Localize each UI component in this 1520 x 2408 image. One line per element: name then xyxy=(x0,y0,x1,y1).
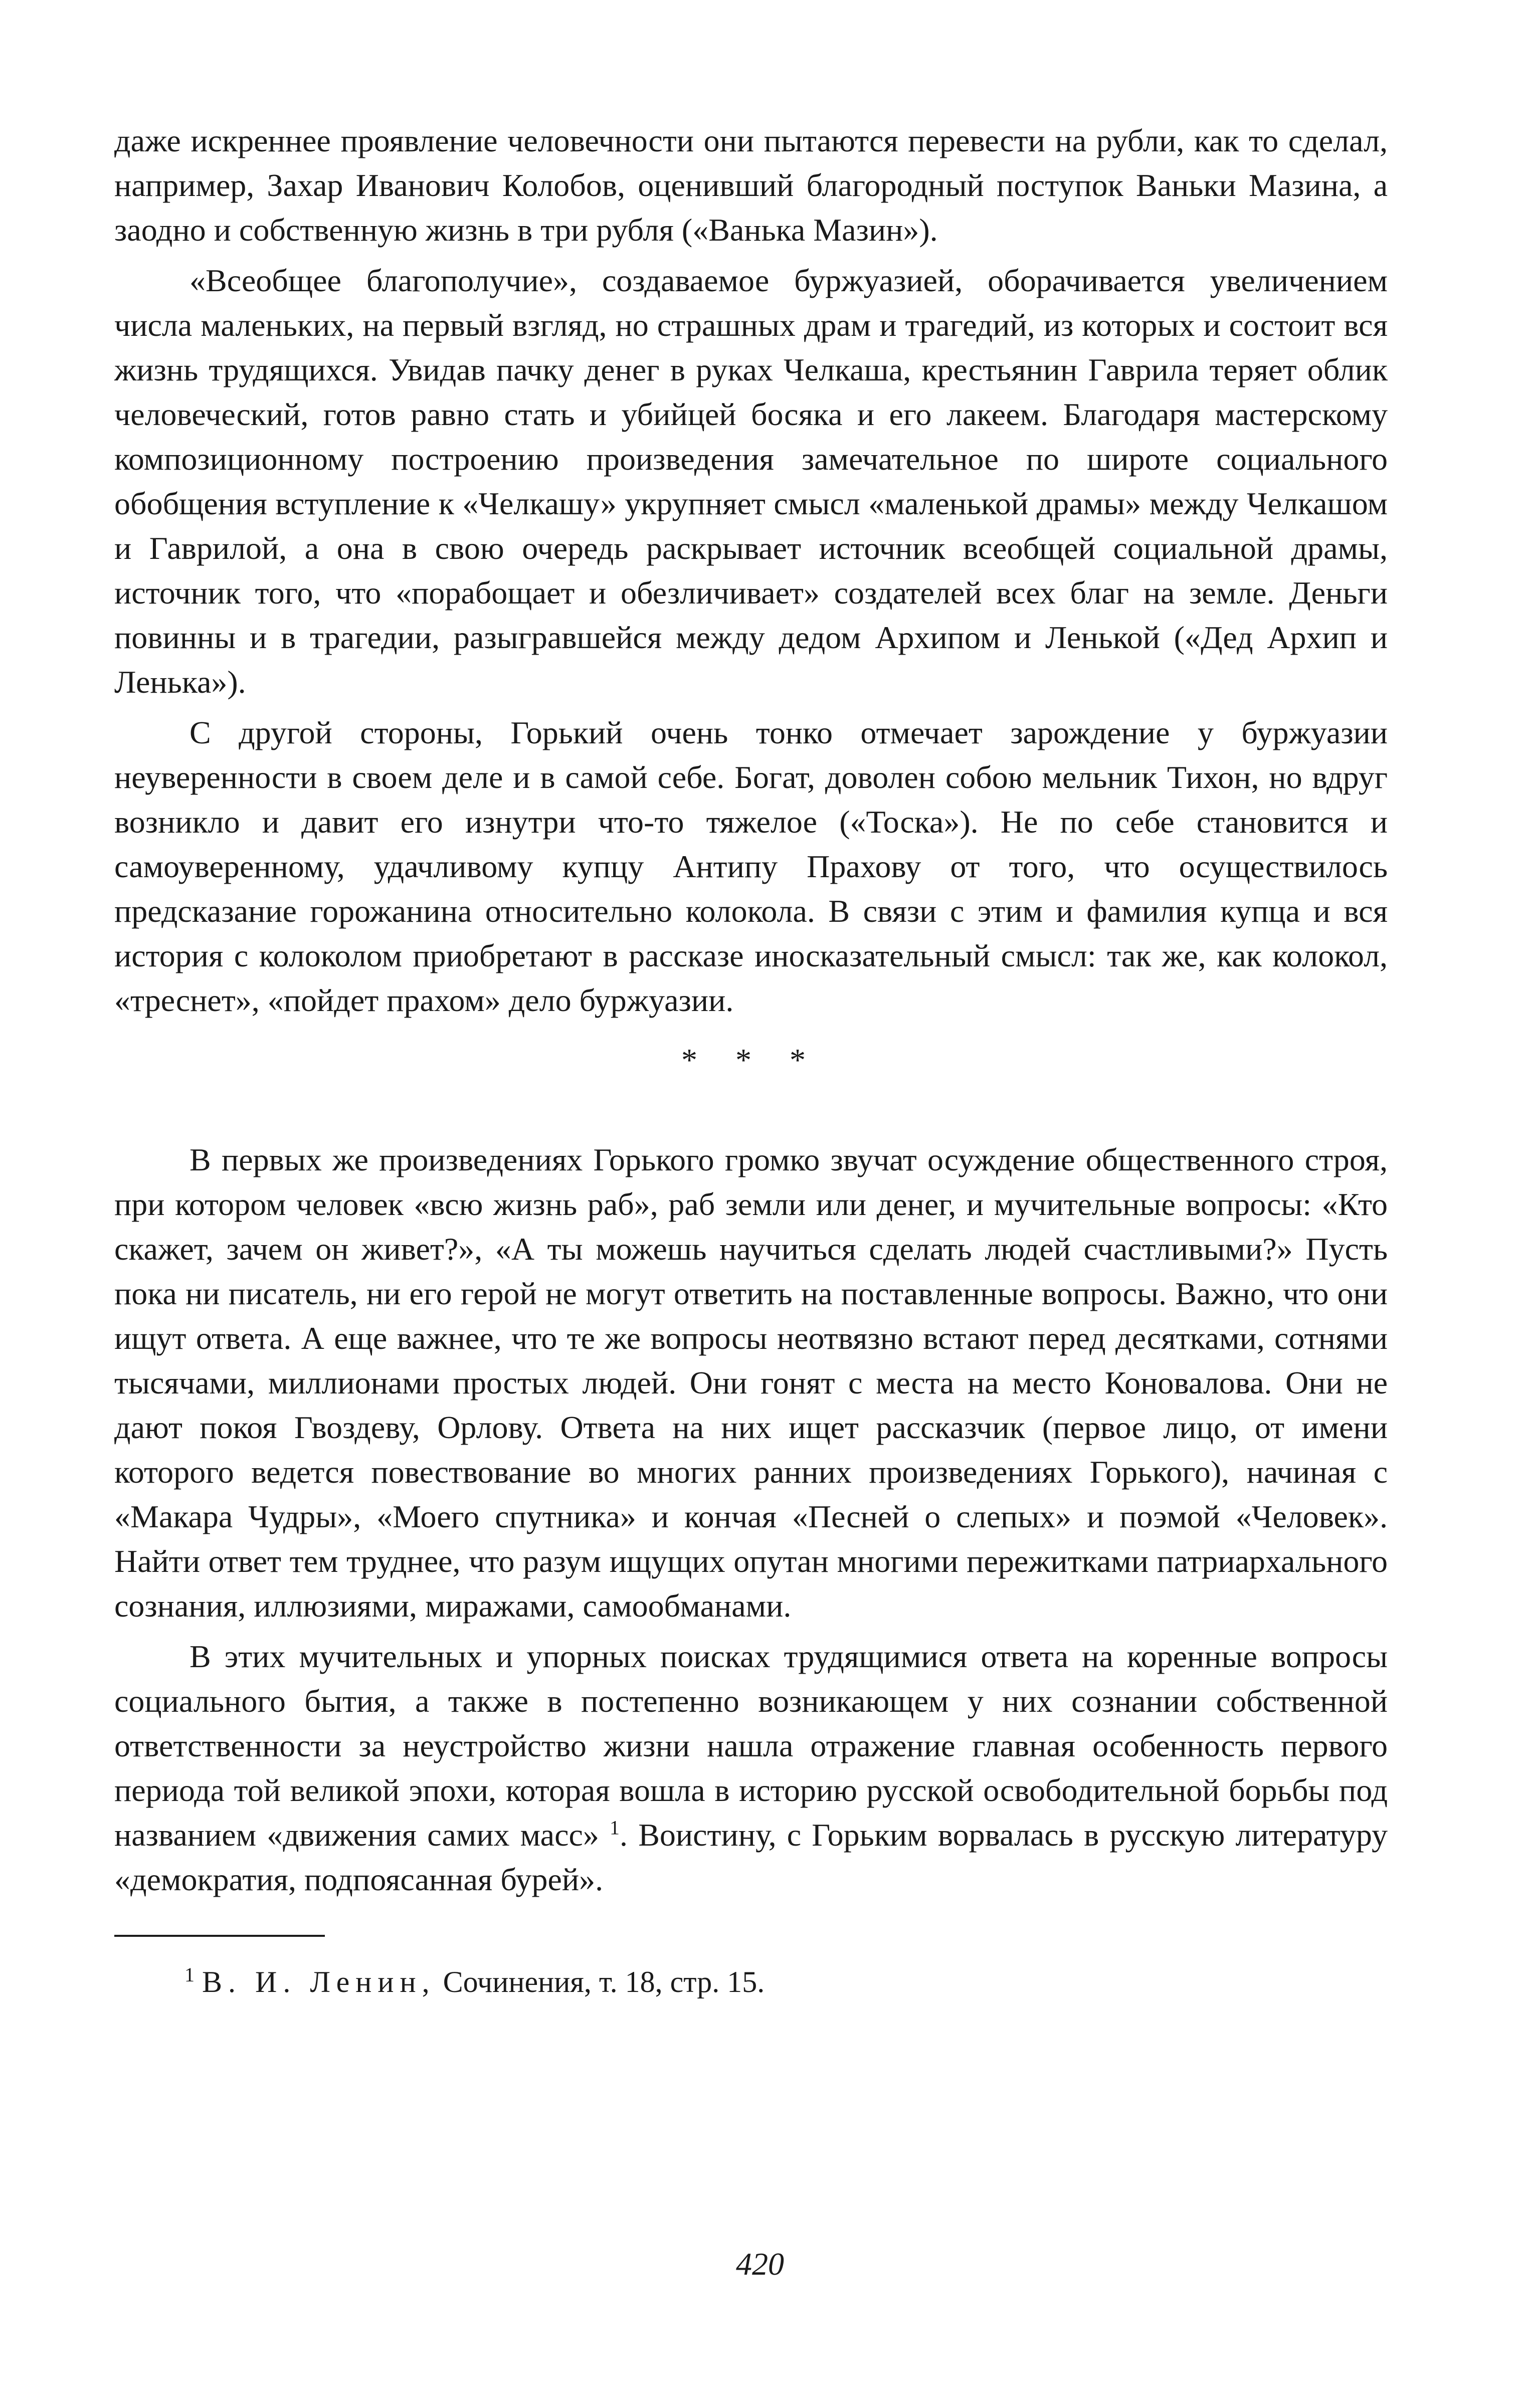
footnote-author: В. И. Ленин, xyxy=(202,1965,436,1998)
paragraph-3: С другой стороны, Горький очень тонко отмечает зарождение у буржуазии неуверенности в своем деле и в самой себе. Богат, доволен собою мельник Тихон, но вдруг возникло и давит его изнутри что-то тяжелое («Тоска»). Не по себе становится и самоуверенному, удачливому купцу Антипу Прахову от того, что осуществилось предсказание горожанина относительно колокола. В связи с этим и фамилия купца и вся история с колоколом приобретают в рассказе иносказательный смысл: так же, как колокол, «треснет», «пойдет прахом» дело буржуазии. xyxy=(114,715,1388,1018)
page-number: 420 xyxy=(736,2246,784,2282)
paragraph-5-last-sentence: Воистину, с Горьким ворвалась в русскую литературу «демократия, подпоясанная бурей». xyxy=(114,1817,1388,1897)
footnote xyxy=(184,1962,1388,2002)
paragraph-1: даже искреннее проявление человечности они пытаются перевести на рубли, как то сделал, например, Захар Иванович Колобов, оценивший благородный поступок Ваньки Мазина, а заодно и собственную жизнь в три рубля («Ванька Мазин»). xyxy=(114,123,1388,248)
footnote-marker: 1 xyxy=(184,1963,195,1986)
paragraph-5: В этих мучительных и упорных поисках трудящимися ответа на коренные вопросы социального бытия, а также в постепенно возникающем у них сознании собственной ответственности за неустройство жизни нашла отражение главная особенность первого периода той великой эпохи, которая вошла в историю русской освободительной борьбы под названием «движения самих масс» $^1$. Воистину, с Горьким ворвалась в русскую литературу «демократия, подпоясанная бурей». xyxy=(114,1639,1388,1897)
page-body xyxy=(114,118,1388,2002)
paragraph-2: «Всеобщее благополучие», создаваемое буржуазией, оборачивается увеличением числа маленьких, на первый взгляд, но страшных драм и трагедий, из которых и состоит вся жизнь трудящихся. Увидав пачку денег в руках Челкаша, крестьянин Гаврила теряет облик человеческий, готов равно стать и убийцей босяка и его лакеем. Благодаря мастерскому композиционному построению произведения замечательное по широте социального обобщения вступление к «Челкашу» укрупняет смысл «маленькой драмы» между Челкашом и Гаврилой, а она в свою очередь раскрывает источник всеобщей социальной драмы, источник того, что «порабощает и обезличивает» создателей всех благ на земле. Деньги повинны и в трагедии, разыгравшейся между дедом Архипом и Ленькой («Дед Архип и Ленька»). xyxy=(114,263,1388,700)
footnote-reference: 1 xyxy=(610,1816,620,1839)
footnote-divider xyxy=(114,1935,325,1937)
section-separator: * * * xyxy=(681,1042,821,1078)
footnote-source: Сочинения, т. 18, стр. 15. xyxy=(443,1965,765,1998)
paragraph-5-text: В этих мучительных и упорных поисках трудящимися ответа на коренные вопросы социального бытия, а также в постепенно возникающем у них сознании собственной ответственности за неустройство жизни нашла отражение главная особенность первого периода той великой эпохи, которая вошла в историю русской освободительной борьбы под названием «движения самих масс» xyxy=(114,1639,1388,1853)
paragraph-4: В первых же произведениях Горького громко звучат осуждение общественного строя, при котором человек «всю жизнь раб», раб земли или денег, и мучительные вопросы: «Кто скажет, зачем он живет?», «А ты можешь научиться сделать людей счастливыми?» Пусть пока ни писатель, ни его герой не могут ответить на поставленные вопросы. Важно, что они ищут ответа. А еще важнее, что те же вопросы неотвязно встают перед десятками, сотнями тысячами, миллионами простых людей. Они гонят с места на место Коновалова. Они не дают покоя Гвоздеву, Орлову. Ответа на них ищет рассказчик (первое лицо, от имени которого ведется повествование во многих ранних произведениях Горького), начиная с «Макара Чудры», «Моего спутника» и кончая «Песней о слепых» и поэмой «Человек». Найти ответ тем труднее, что разум ищущих опутан многими пережитками патриархального сознания, иллюзиями, миражами, самообманами. xyxy=(114,1142,1388,1624)
